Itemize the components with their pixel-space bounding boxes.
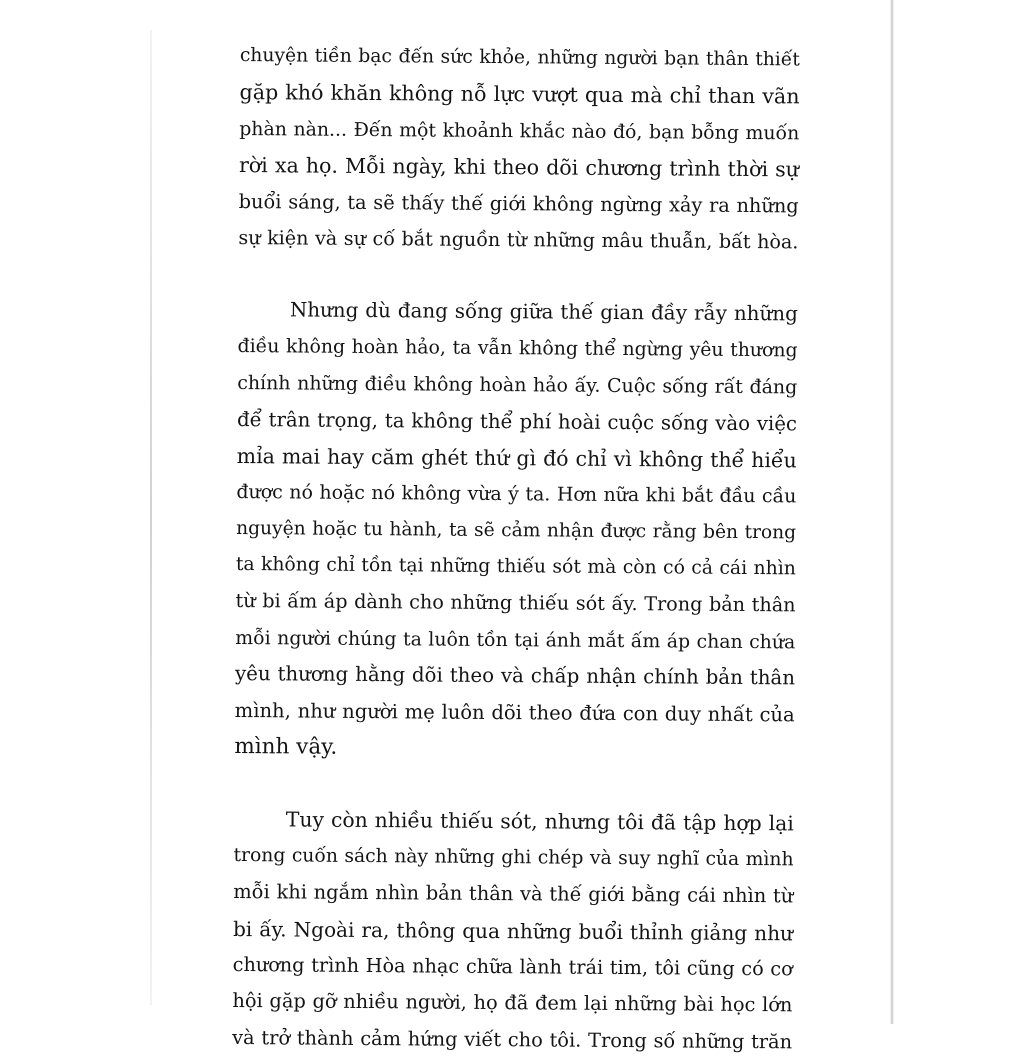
- text-line: mỗi khi ngắm nhìn bản thân và thế giới bằng cái nhìn từ: [233, 880, 794, 908]
- page-left-shadow: [150, 30, 152, 1005]
- text-line: chương trình Hòa nhạc chữa lành trái tim, tôi cũng có cơ: [232, 952, 793, 981]
- body-text: [232, 38, 800, 1061]
- text-line: phàn nàn... Đến một khoảnh khắc nào đó, bạn bỗng muốn: [239, 117, 800, 145]
- text-line: chuyện tiền bạc đến sức khỏe, những người bạn thân thiết: [239, 44, 800, 71]
- paragraph-2: [234, 292, 798, 769]
- text-line: gặp khó khăn không nỗ lực vượt qua mà chỉ than vãn: [239, 80, 800, 109]
- text-line: nguyện hoặc tu hành, ta sẽ cảm nhận được rằng bên trong: [236, 517, 797, 544]
- text-line: ta không chỉ tồn tại những thiếu sót mà còn có cả cái nhìn: [235, 554, 796, 580]
- page-right-edge: [890, 0, 894, 1024]
- paragraph-gap: [234, 765, 794, 805]
- text-line: rời xa họ. Mỗi ngày, khi theo dõi chương trình thời sự: [238, 153, 800, 182]
- text-line: Nhưng dù đang sống giữa thế gian đầy rẫy những: [289, 298, 798, 326]
- text-line: điều không hoàn hảo, ta vẫn không thể ngừng yêu thương: [237, 335, 798, 362]
- text-line: mình vậy.: [234, 734, 338, 760]
- text-line: hội gặp gỡ nhiều người, họ đã đem lại những bài học lớn: [232, 989, 793, 1017]
- text-line: để trân trọng, ta không thể phí hoài cuộc sống vào việc: [236, 407, 798, 435]
- text-line: Tuy còn nhiều thiếu sót, nhưng tôi đã tập hợp lại: [285, 807, 794, 836]
- text-line: trong cuốn sách này những ghi chép và suy nghĩ của mình: [233, 844, 794, 871]
- paragraph-3: [232, 801, 794, 1060]
- text-line: mỗi người chúng ta luôn tồn tại ánh mắt ấm áp chan chứa: [235, 626, 796, 654]
- paragraph-gap: [238, 256, 798, 296]
- text-line: mỉa mai hay căm ghét thứ gì đó chỉ vì không thể hiểu: [236, 443, 797, 473]
- text-line: và trở thành cảm hứng viết cho tôi. Trong số những trăn: [232, 1025, 793, 1054]
- text-line: bi ấy. Ngoài ra, thông qua những buổi thỉnh giảng như: [232, 916, 794, 945]
- text-line: chính những điều không hoàn hảo ấy. Cuộc sống rất đáng: [237, 372, 798, 399]
- text-line: buổi sáng, ta sẽ thấy thế giới không ngừng xảy ra những: [238, 189, 799, 217]
- text-line: được nó hoặc nó không vừa ý ta. Hơn nữa khi bắt đầu cầu: [236, 481, 797, 508]
- paragraph-1: [238, 38, 800, 261]
- text-line: từ bi ấm áp dành cho những thiếu sót ấy. Trong bản thân: [235, 589, 796, 617]
- text-line: mình, như người mẹ luôn dõi theo đứa con duy nhất của: [234, 698, 795, 727]
- text-line: yêu thương hằng dõi theo và chấp nhận chính bản thân: [234, 662, 796, 690]
- text-line: sự kiện và sự cố bắt nguồn từ những mâu thuẫn, bất hòa.: [238, 225, 799, 254]
